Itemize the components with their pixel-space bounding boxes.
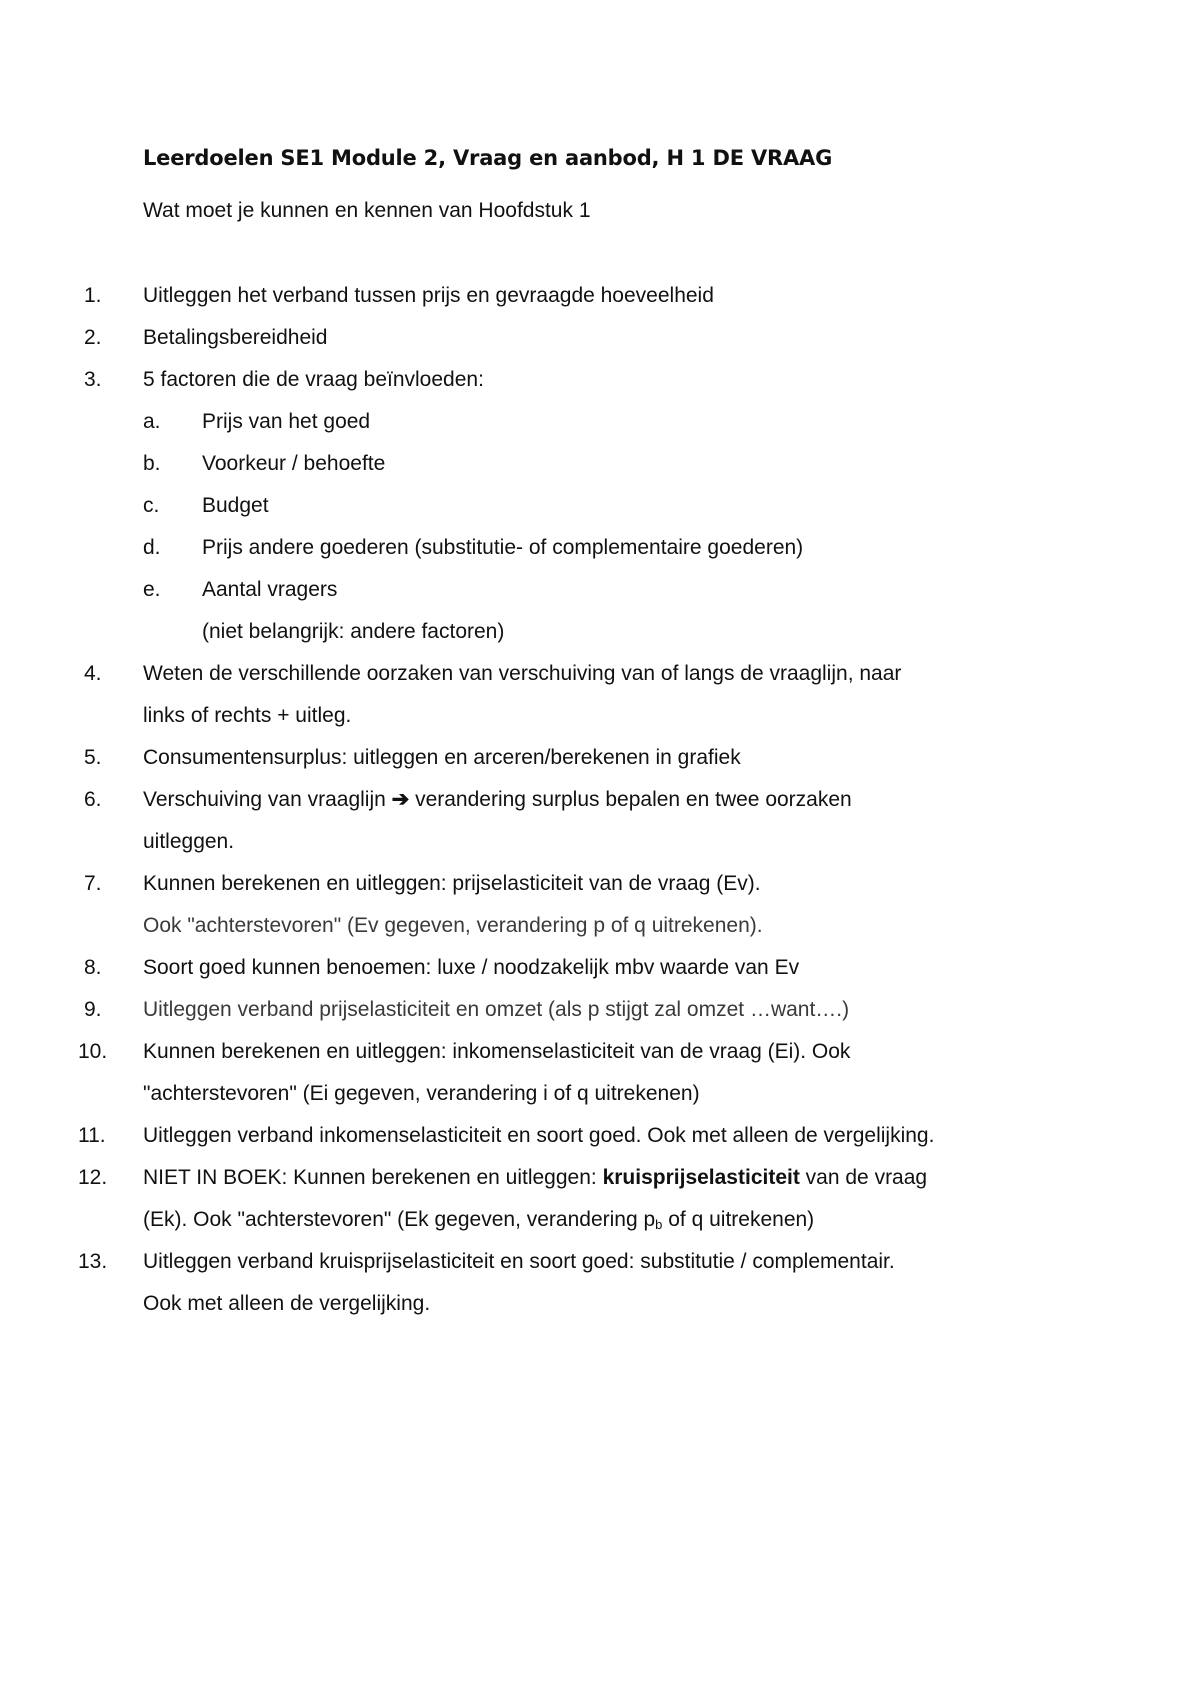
- list-number: 6.: [84, 788, 102, 811]
- list-number: 9.: [84, 998, 102, 1021]
- list-text: Soort goed kunnen benoemen: luxe / noodzakelijk mbv waarde van Ev: [143, 956, 800, 979]
- list-number: 8.: [84, 956, 102, 979]
- list-text: Ook "achterstevoren" (Ev gegeven, verandering p of q uitrekenen).: [143, 914, 763, 937]
- list-number: 11.: [78, 1124, 106, 1147]
- list-text: 5 factoren die de vraag beïnvloeden:: [143, 368, 484, 391]
- sub-letter: c.: [143, 494, 160, 517]
- list-number: 10.: [78, 1040, 108, 1063]
- list-number: 1.: [84, 284, 102, 307]
- list-number: 4.: [84, 662, 102, 685]
- subscript: b: [655, 1217, 663, 1232]
- list-text: Kunnen berekenen en uitleggen: prijselasticiteit van de vraag (Ev).: [143, 872, 761, 895]
- list-text: [143, 783, 852, 817]
- list-text: Uitleggen verband inkomenselasticiteit en soort goed. Ook met alleen de vergelijking.: [143, 1124, 935, 1147]
- list-text: "achterstevoren" (Ei gegeven, verandering i of q uitrekenen): [143, 1082, 700, 1105]
- document-subtitle: Wat moet je kunnen en kennen van Hoofdstuk 1: [143, 199, 591, 222]
- sub-letter: d.: [143, 536, 161, 559]
- sub-letter: b.: [143, 452, 161, 475]
- list-text: uitleggen.: [143, 830, 235, 853]
- list-text: Uitleggen verband kruisprijselasticiteit en soort goed: substitutie / complementair.: [143, 1250, 895, 1273]
- sub-text: Aantal vragers: [202, 578, 338, 601]
- list-number: 12.: [78, 1166, 108, 1189]
- list-number: 5.: [84, 746, 102, 769]
- sub-letter: e.: [143, 578, 161, 601]
- list-number: 7.: [84, 872, 102, 895]
- sub-text: Prijs van het goed: [202, 410, 371, 433]
- list-text: Weten de verschillende oorzaken van verschuiving van of langs de vraaglijn, naar: [143, 662, 902, 685]
- list-text-part: Verschuiving van vraaglijn: [143, 788, 392, 811]
- list-number: 2.: [84, 326, 102, 349]
- bold-term: kruisprijselasticiteit: [602, 1166, 800, 1189]
- sub-letter: a.: [143, 410, 161, 433]
- sub-text: Prijs andere goederen (substitutie- of complementaire goederen): [202, 536, 804, 559]
- list-text: Uitleggen verband prijselasticiteit en omzet (als p stijgt zal omzet …want….): [143, 998, 850, 1021]
- list-text: links of rechts + uitleg.: [143, 704, 352, 727]
- sub-text: Budget: [202, 494, 269, 517]
- list-text: [143, 1161, 927, 1195]
- list-text-part: NIET IN BOEK: Kunnen berekenen en uitleggen:: [143, 1166, 603, 1189]
- list-text: Ook met alleen de vergelijking.: [143, 1292, 431, 1315]
- sub-text: (niet belangrijk: andere factoren): [202, 620, 505, 643]
- list-text: Betalingsbereidheid: [143, 326, 328, 349]
- list-text-part: of q uitrekenen): [662, 1208, 815, 1231]
- list-text: Kunnen berekenen en uitleggen: inkomenselasticiteit van de vraag (Ei). Ook: [143, 1040, 851, 1063]
- list-text-part: verandering surplus bepalen en twee oorzaken: [409, 788, 852, 811]
- list-text: Consumentensurplus: uitleggen en arceren/berekenen in grafiek: [143, 746, 741, 769]
- arrow-right-icon: ➔: [391, 788, 410, 811]
- list-number: 13.: [78, 1250, 108, 1273]
- list-text-part: van de vraag: [799, 1166, 928, 1189]
- list-text: Uitleggen het verband tussen prijs en gevraagde hoeveelheid: [143, 284, 714, 307]
- list-text: [143, 1203, 814, 1242]
- list-number: 3.: [84, 368, 102, 391]
- sub-text: Voorkeur / behoefte: [202, 452, 386, 475]
- list-text-part: (Ek). Ook "achterstevoren" (Ek gegeven, verandering p: [143, 1208, 656, 1231]
- document-title: Leerdoelen SE1 Module 2, Vraag en aanbod, H 1 DE VRAAG: [143, 146, 833, 170]
